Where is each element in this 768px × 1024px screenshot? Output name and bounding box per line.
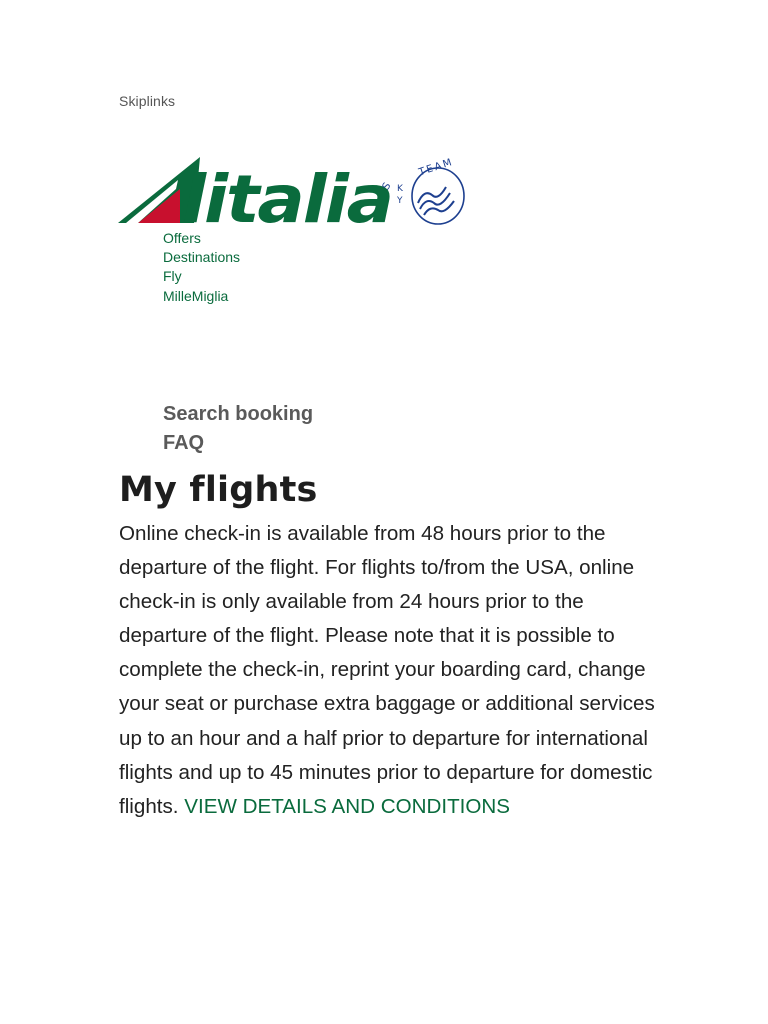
nav-item-destinations (163, 248, 240, 267)
view-details-link[interactable]: VIEW DETAILS AND CONDITIONS (184, 794, 510, 818)
subnav-item-faq (163, 429, 313, 458)
nav-item-fly (163, 267, 240, 286)
main-navigation (163, 229, 240, 306)
svg-text:TEAM: TEAM (417, 156, 456, 179)
checkin-info-paragraph (119, 517, 659, 824)
svg-text:Y: Y (397, 196, 403, 206)
page-title: My flights (119, 470, 318, 510)
checkin-info-text: Online check-in is available from 48 hours prior to the departure of the flight. For flights to/from the USA, online check-in is only available from 24 hours prior to the departure of the flight. Please note that it is possible to complete the check-in, reprint your boarding card, change your seat or purchase extra baggage or additional services up to an hour and a half prior to departure for international flights and up to 45 minutes prior to departure for domestic flights. (119, 522, 655, 818)
alitalia-logo[interactable] (118, 153, 468, 228)
skiplinks-link[interactable]: Skiplinks (119, 93, 176, 109)
svg-text:S: S (380, 180, 394, 192)
nav-link-fly[interactable]: Fly (163, 268, 182, 285)
subnav-item-search-booking (163, 400, 313, 429)
nav-link-destinations[interactable]: Destinations (163, 249, 241, 266)
nav-link-millemiglia[interactable]: MilleMiglia (163, 287, 229, 304)
nav-link-offers[interactable]: Offers (163, 230, 201, 246)
nav-item-offers (163, 229, 240, 248)
search-booking-link[interactable]: Search booking (163, 403, 314, 425)
skyteam-icon (381, 157, 464, 224)
faq-link[interactable]: FAQ (163, 432, 205, 454)
nav-item-millemiglia (163, 287, 240, 306)
svg-text:K: K (397, 184, 403, 194)
secondary-navigation (163, 400, 313, 458)
svg-text:litalia: litalia (182, 161, 392, 228)
